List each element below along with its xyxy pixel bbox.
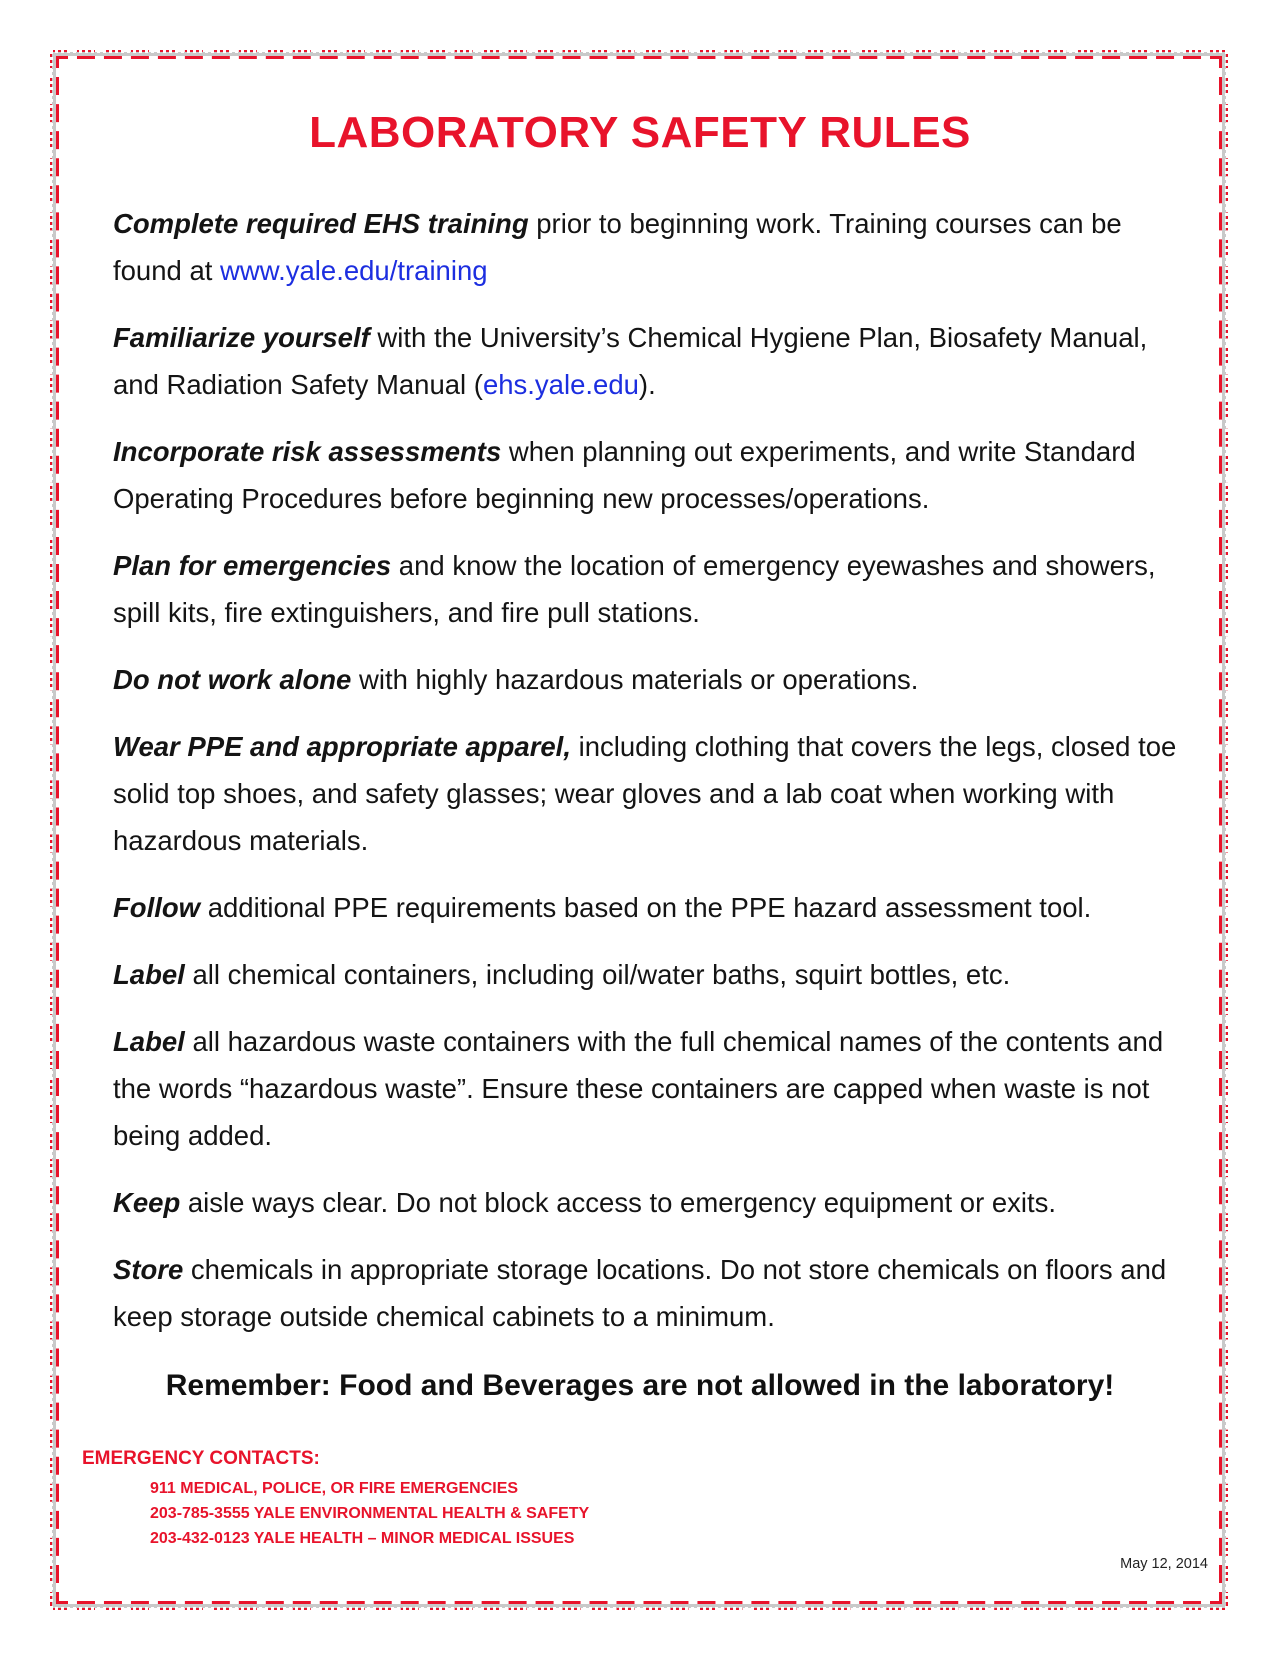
rule-training xyxy=(113,200,1188,294)
rule-lead: Wear PPE and appropriate apparel, xyxy=(113,731,571,762)
rule-store xyxy=(113,1246,1188,1340)
rules-list xyxy=(113,200,1188,1360)
rule-familiarize xyxy=(113,314,1188,408)
rule-text: additional PPE requirements based on the PPE hazard assessment tool. xyxy=(200,892,1092,923)
rule-lead: Keep xyxy=(113,1187,181,1218)
rule-text: when planning out experiments, and write Standard Operating Procedures before beginning new processes/operations. xyxy=(113,436,1136,514)
rule-text: prior to beginning work. Training courses can be found at xyxy=(113,208,1122,286)
rule-lead: Familiarize yourself xyxy=(113,322,370,353)
rule-text: aisle ways clear. Do not block access to emergency equipment or exits. xyxy=(180,1187,1057,1218)
contact-item: 911 MEDICAL, POLICE, OR FIRE EMERGENCIES xyxy=(150,1480,519,1497)
rule-text: including clothing that covers the legs, closed toe solid top shoes, and safety glasses; wear gloves and a lab coat when working with hazardous materials. xyxy=(113,731,1177,856)
rule-lead: Label xyxy=(113,1026,185,1057)
emergency-contacts-list xyxy=(150,1476,589,1551)
rule-text: with highly hazardous materials or operations. xyxy=(351,664,919,695)
rule-ppe xyxy=(113,723,1188,864)
contact-item: 203-785-3555 YALE ENVIRONMENTAL HEALTH & SAFETY xyxy=(150,1505,590,1522)
rule-text: all hazardous waste containers with the full chemical names of the contents and the words “hazardous waste”. Ensure these containers are capped when waste is not being added. xyxy=(113,1026,1164,1151)
rule-keep xyxy=(113,1179,1188,1226)
rule-lead: Store xyxy=(113,1254,184,1285)
rule-lead: Incorporate risk assessments xyxy=(113,436,502,467)
rule-work-alone xyxy=(113,656,1188,703)
rule-follow xyxy=(113,884,1188,931)
contact-item: 203-432-0123 YALE HEALTH – MINOR MEDICAL ISSUES xyxy=(150,1530,575,1547)
rule-emergencies xyxy=(113,542,1188,636)
rule-text: and know the location of emergency eyewashes and showers, spill kits, fire extinguishers, and fire pull stations. xyxy=(113,550,1156,628)
rule-tail: ). xyxy=(638,369,656,400)
rule-lead: Complete required EHS training xyxy=(113,208,529,239)
rule-lead: Label xyxy=(113,959,185,990)
rule-text: chemicals in appropriate storage locations. Do not store chemicals on floors and keep storage outside chemical cabinets to a minimum. xyxy=(113,1254,1167,1332)
document-date: May 12, 2014 xyxy=(1120,1556,1208,1572)
emergency-contacts-heading: EMERGENCY CONTACTS: xyxy=(82,1448,320,1469)
rule-label-waste xyxy=(113,1018,1188,1159)
ehs-link[interactable]: ehs.yale.edu xyxy=(482,369,639,400)
rule-lead: Plan for emergencies xyxy=(113,550,392,581)
rule-lead: Follow xyxy=(113,892,201,923)
training-link[interactable]: www.yale.edu/training xyxy=(220,255,488,286)
rule-label-chemicals xyxy=(113,951,1188,998)
page-title: LABORATORY SAFETY RULES xyxy=(309,108,971,157)
rule-risk-assessments xyxy=(113,428,1188,522)
rule-text: with the University’s Chemical Hygiene Plan, Biosafety Manual, and Radiation Safety Manual ( xyxy=(113,322,1148,400)
reminder-text: Remember: Food and Beverages are not allowed in the laboratory! xyxy=(165,1369,1115,1402)
rule-text: all chemical containers, including oil/water baths, squirt bottles, etc. xyxy=(184,959,1011,990)
rule-lead: Do not work alone xyxy=(113,664,352,695)
